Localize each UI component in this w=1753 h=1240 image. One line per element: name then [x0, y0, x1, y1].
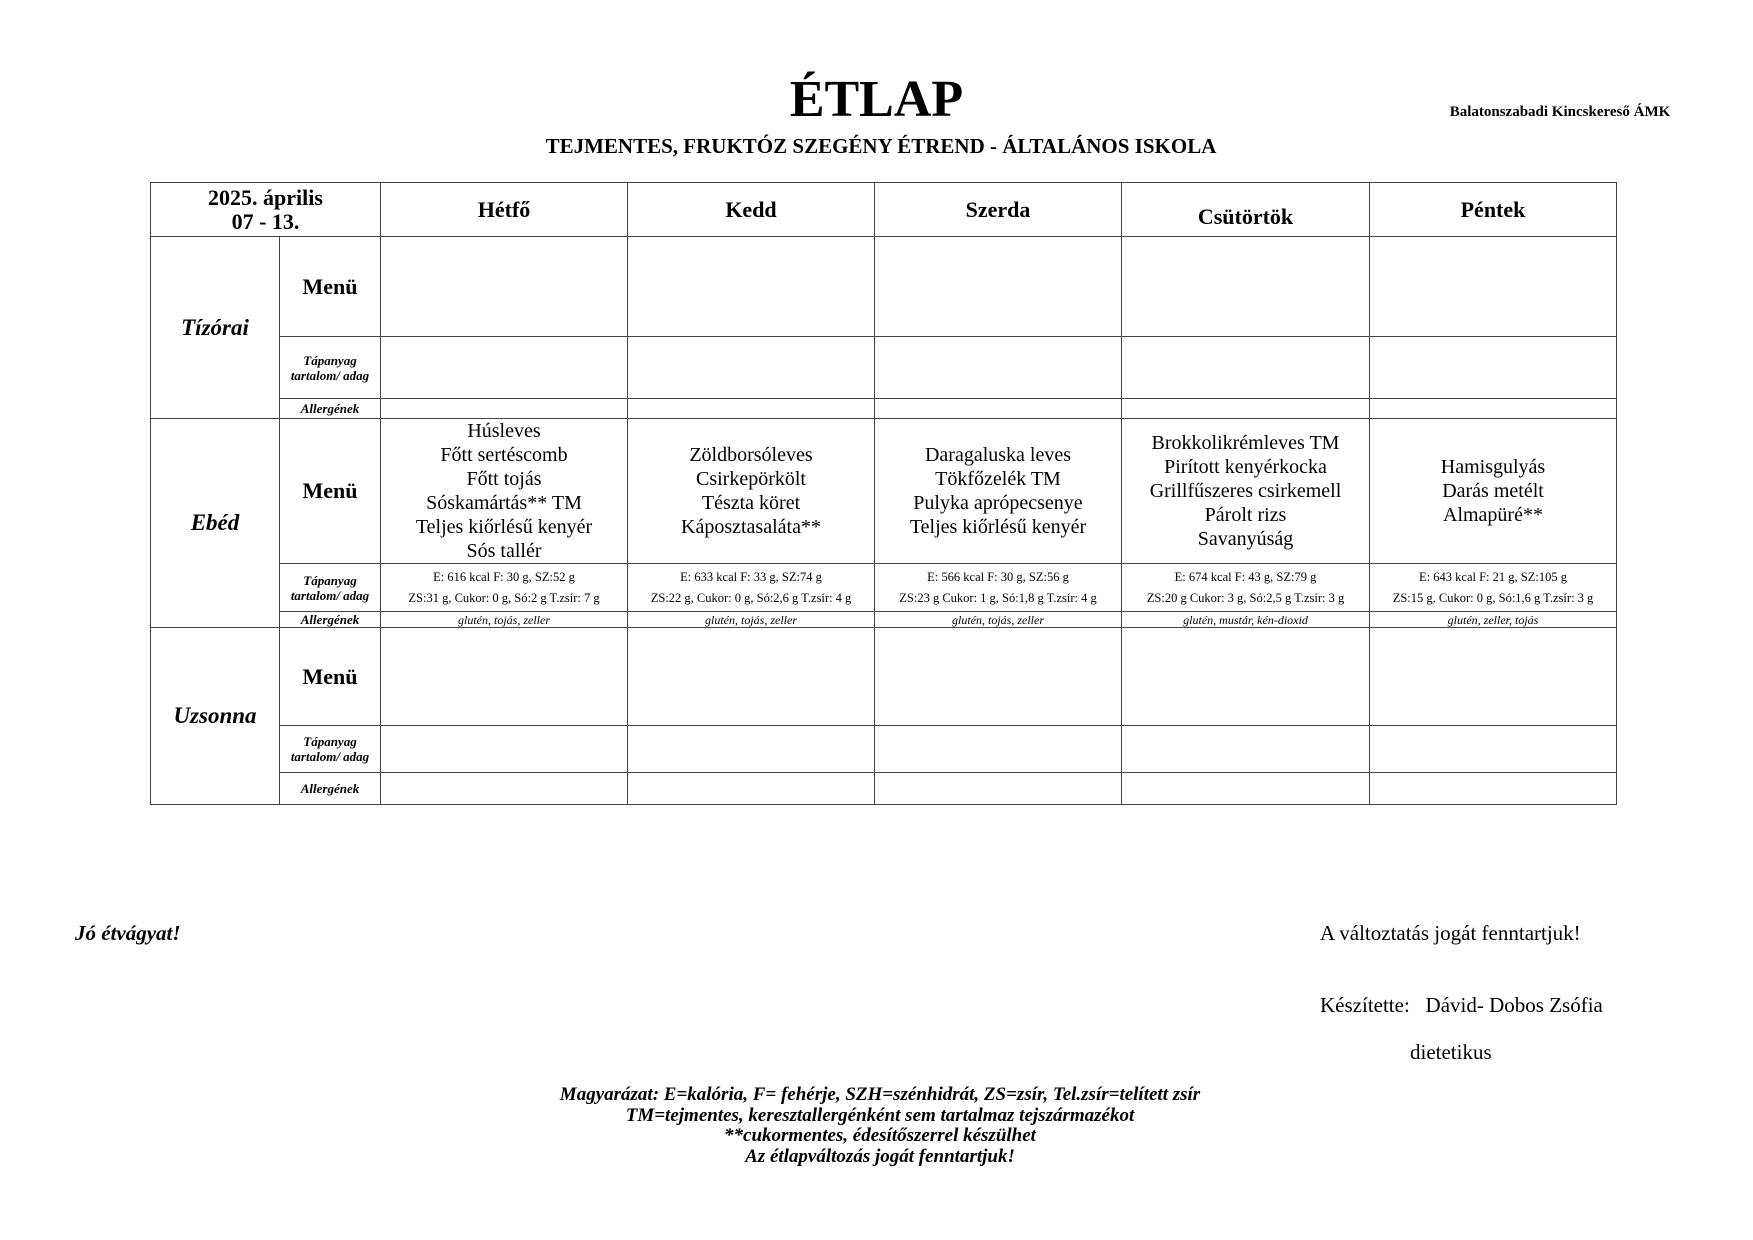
menu-item: Tökfőzelék TM	[935, 468, 1061, 490]
menu-item: Savanyúság	[1197, 528, 1294, 550]
menu-item: Daragaluska leves	[924, 444, 1072, 466]
greeting-text: Jó étvágyat!	[75, 921, 181, 945]
menu-item: Húsleves	[467, 420, 541, 442]
menu-item: Teljes kiőrlésű kenyér	[415, 516, 593, 538]
nutrition-cell	[875, 726, 1122, 773]
menu-cell	[1122, 419, 1370, 564]
allergen-cell: glutén, tojás, zeller	[381, 612, 628, 628]
nutrition-cell	[1370, 337, 1617, 399]
legend-line: TM=tejmentes, keresztallergénként sem tartalmaz tejszármazékot	[625, 1104, 1135, 1126]
weekly-menu-table	[150, 182, 1617, 805]
allergen-row	[151, 399, 1617, 419]
menu-cell	[1122, 628, 1370, 726]
menu-item: Hamisgulyás	[1440, 456, 1546, 478]
menu-item: Tészta köret	[701, 492, 801, 514]
nutrition-line: ZS:20 g Cukor: 3 g, Só:2,5 g T.zsír: 3 g	[1146, 590, 1345, 605]
nutrition-cell	[1370, 564, 1617, 612]
legend-line: Magyarázat: E=kalória, F= fehérje, SZH=szénhidrát, ZS=zsír, Tel.zsír=telített zsír	[559, 1084, 1201, 1105]
nutrition-cell	[1122, 337, 1370, 399]
nutrition-cell	[628, 337, 875, 399]
nutrition-cell	[1122, 726, 1370, 773]
nutrition-cell	[381, 564, 628, 612]
row-label-nutrition: Tápanyag tartalom/ adag	[280, 337, 381, 399]
meal-name: Uzsonna	[151, 628, 280, 805]
allergen-cell	[1122, 399, 1370, 419]
row-label-nutrition: Tápanyag tartalom/ adag	[280, 564, 381, 612]
nutrition-cell	[628, 564, 875, 612]
allergen-cell: glutén, mustár, kén-dioxid	[1122, 612, 1370, 628]
menu-item: Pirított kenyérkocka	[1164, 456, 1327, 478]
allergen-cell	[628, 399, 875, 419]
menu-item: Főtt sertéscomb	[440, 444, 568, 466]
nutrition-cell	[875, 564, 1122, 612]
allergen-cell	[381, 773, 628, 805]
menu-item: Párolt rizs	[1204, 504, 1287, 526]
menu-cell	[1370, 419, 1617, 564]
menu-cell	[628, 237, 875, 337]
page-subtitle: TEJMENTES, FRUKTÓZ SZEGÉNY ÉTREND - ÁLTALÁNOS ISKOLA	[545, 134, 1217, 158]
nutrition-line: ZS:22 g, Cukor: 0 g, Só:2,6 g T.zsír: 4 g	[650, 590, 852, 605]
allergen-cell	[875, 399, 1122, 419]
allergen-cell	[1370, 773, 1617, 805]
day-header: Kedd	[628, 183, 875, 237]
menu-cell	[875, 628, 1122, 726]
nutrition-cell	[628, 726, 875, 773]
menu-item: Sós tallér	[466, 540, 542, 562]
menu-cell	[1370, 628, 1617, 726]
allergen-cell: glutén, zeller, tojás	[1370, 612, 1617, 628]
nutrition-line: E: 633 kcal F: 33 g, SZ:74 g	[680, 569, 822, 584]
meal-name: Ebéd	[151, 419, 280, 628]
row-label-nutrition: Tápanyag tartalom/ adag	[280, 726, 381, 773]
nutrition-line: ZS:31 g, Cukor: 0 g, Só:2 g T.zsír: 7 g	[408, 590, 600, 605]
menu-item: Sóskamártás** TM	[426, 492, 582, 514]
allergen-cell: glutén, tojás, zeller	[875, 612, 1122, 628]
nutrition-line: ZS:23 g Cukor: 1 g, Só:1,8 g T.zsír: 4 g	[899, 590, 1097, 605]
allergen-row	[151, 612, 1617, 628]
row-label-menu: Menü	[280, 237, 381, 337]
menu-item: Csirkepörkölt	[696, 468, 806, 490]
menu-cell	[875, 419, 1122, 564]
menu-cell	[628, 628, 875, 726]
menu-cell	[381, 628, 628, 726]
menu-item: Káposztasaláta**	[681, 516, 821, 538]
week-date-month: 2025. április	[208, 184, 323, 210]
menu-cell	[1122, 237, 1370, 337]
nutrition-line: E: 674 kcal F: 43 g, SZ:79 g	[1174, 569, 1317, 584]
menu-item: Grillfűszeres csirkemell	[1149, 480, 1342, 502]
allergen-cell	[1370, 399, 1617, 419]
menu-cell	[875, 237, 1122, 337]
row-label-menu: Menü	[280, 628, 381, 726]
menu-item: Teljes kiőrlésű kenyér	[909, 516, 1087, 538]
nutrition-row	[151, 337, 1617, 399]
allergen-cell	[1122, 773, 1370, 805]
week-date-cell	[151, 183, 381, 237]
nutrition-row	[151, 564, 1617, 612]
rights-notice: A változtatás jogát fenntartjuk!	[1320, 921, 1581, 945]
legend-line: Az étlapváltozás jogát fenntartjuk!	[745, 1145, 1015, 1167]
nutrition-cell	[381, 726, 628, 773]
institution-name: Balatonszabadi Kincskereső ÁMK	[1449, 104, 1671, 120]
row-label-allergens: Allergének	[280, 773, 381, 805]
day-header: Szerda	[875, 183, 1122, 237]
row-label-menu: Menü	[280, 419, 381, 564]
nutrition-cell	[1122, 564, 1370, 612]
menu-item: Főtt tojás	[466, 468, 542, 490]
day-header: Csütörtök	[1122, 183, 1370, 237]
nutrition-cell	[1370, 726, 1617, 773]
menu-cell	[1370, 237, 1617, 337]
menu-cell	[381, 419, 628, 564]
row-label-allergens: Allergének	[280, 612, 381, 628]
menu-item: Zöldborsóleves	[689, 444, 813, 466]
week-date-range: 07 - 13.	[231, 208, 300, 234]
menu-item: Darás metélt	[1442, 480, 1544, 502]
allergen-cell	[628, 773, 875, 805]
page-title: ÉTLAP	[789, 71, 964, 128]
legend-line: **cukormentes, édesítőszerrel készülhet	[724, 1125, 1036, 1146]
allergen-row	[151, 773, 1617, 805]
menu-row	[151, 237, 1617, 337]
menu-item: Almapüré**	[1443, 504, 1543, 526]
menu-row	[151, 419, 1617, 564]
menu-row	[151, 628, 1617, 726]
menu-cell	[381, 237, 628, 337]
nutrition-cell	[381, 337, 628, 399]
author-role: dietetikus	[1410, 1040, 1492, 1064]
legend	[0, 1085, 1753, 1167]
meal-name: Tízórai	[151, 237, 280, 419]
day-header: Péntek	[1370, 183, 1617, 237]
allergen-cell	[381, 399, 628, 419]
nutrition-row	[151, 726, 1617, 773]
nutrition-line: E: 616 kcal F: 30 g, SZ:52 g	[433, 569, 575, 584]
header-row	[151, 183, 1617, 237]
menu-cell	[628, 419, 875, 564]
allergen-cell: glutén, tojás, zeller	[628, 612, 875, 628]
nutrition-line: E: 643 kcal F: 21 g, SZ:105 g	[1419, 569, 1567, 584]
menu-item: Pulyka aprópecsenye	[913, 492, 1083, 514]
nutrition-line: E: 566 kcal F: 30 g, SZ:56 g	[927, 569, 1069, 584]
allergen-cell	[875, 773, 1122, 805]
prepared-by: Készítette: Dávid- Dobos Zsófia	[1320, 993, 1603, 1017]
row-label-allergens: Allergének	[280, 399, 381, 419]
day-header: Hétfő	[381, 183, 628, 237]
nutrition-line: ZS:15 g, Cukor: 0 g, Só:1,6 g T.zsír: 3 g	[1392, 590, 1594, 605]
nutrition-cell	[875, 337, 1122, 399]
menu-item: Brokkolikrémleves TM	[1151, 432, 1340, 454]
